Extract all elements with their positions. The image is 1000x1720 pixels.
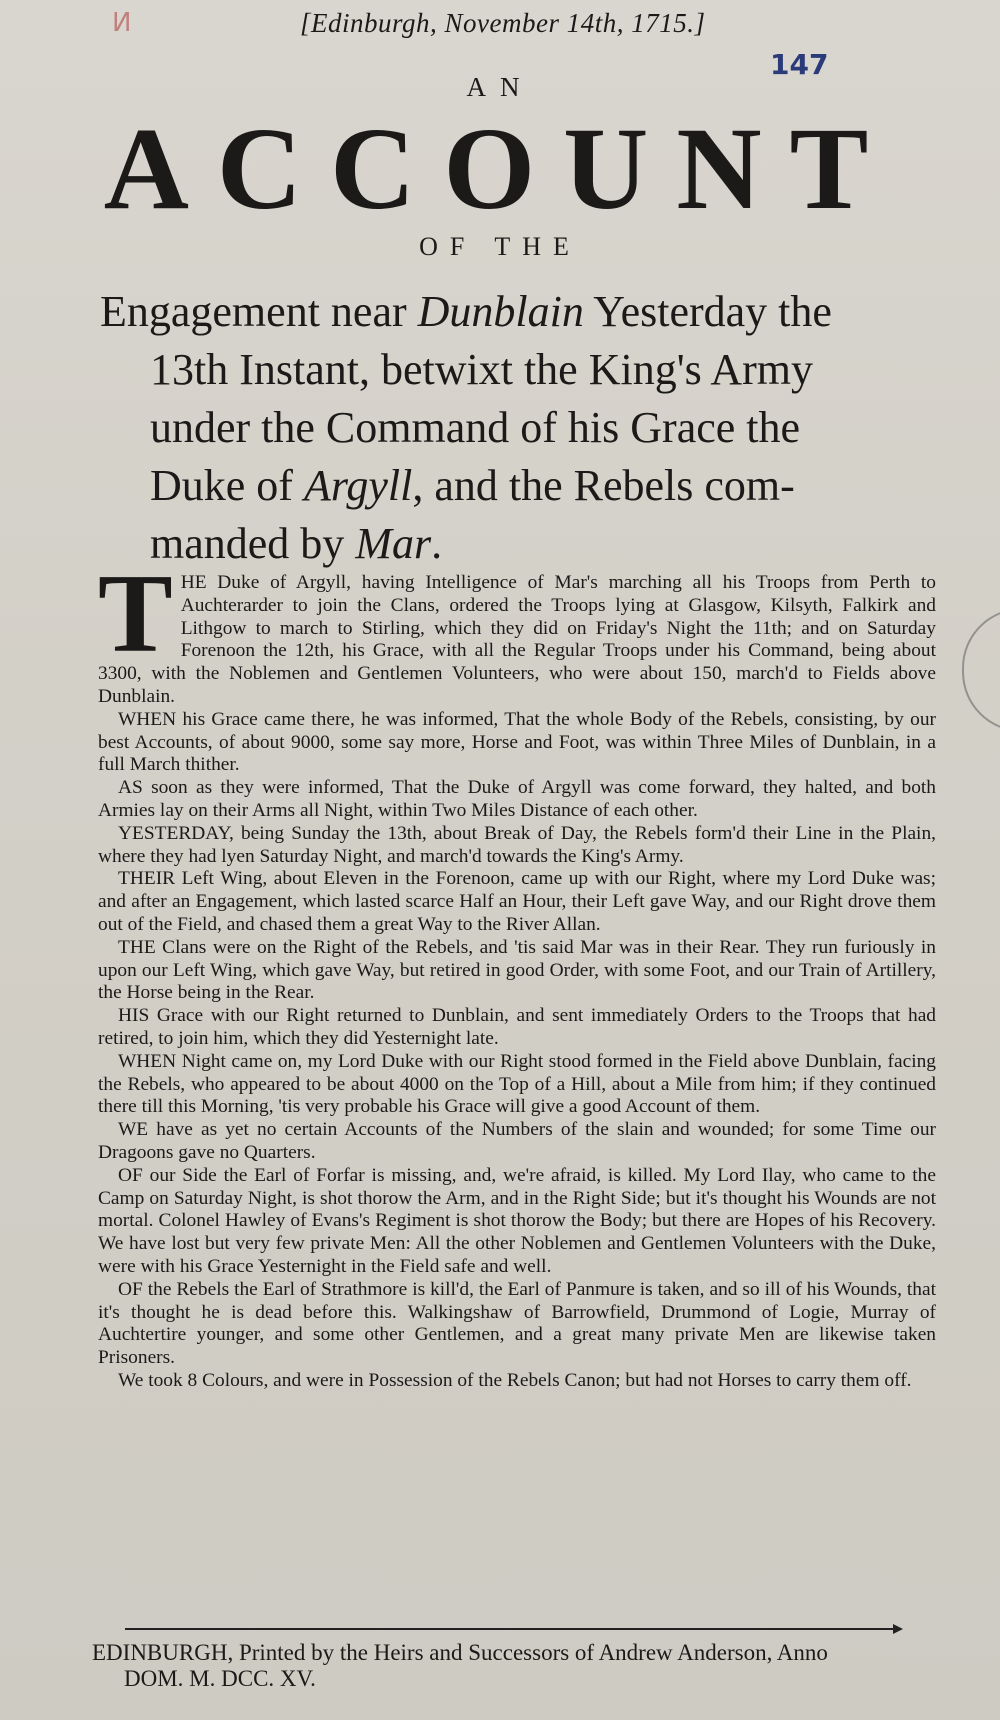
title-account: ACCOUNT [103,103,897,234]
paragraph: AS soon as they were informed, That the Duke of Argyll was come forward, they halted, and both Armies lay on their Arms all Night, within Two Miles Distance of each other. [98,777,936,821]
drop-cap: T [98,552,173,676]
paragraph: THEIR Left Wing, about Eleven in the Forenoon, came up with our Right, where my Lord Duke was; and after an Engagement, which lasted scarce Half an Hour, their Left gave Way, and our Right drove them out of the Field, and chased them a great Way to the River Allan. [98,868,936,935]
paragraph: WHEN Night came on, my Lord Duke with our Right stood formed in the Field above Dunblain, facing the Rebels, who appeared to be about 4000 on the Top of a Hill, about a Mile from him; if they continued there till this Morning, 'tis very probable his Grace will give a good Account of them. [98,1050,936,1118]
imprint-line: DOM. M. DCC. XV. [124,1666,316,1691]
dateline: [Edinburgh, November 14th, 1715.] [300,8,706,38]
subtitle-line: under the Command of his Grace the [150,403,801,452]
article-body [98,552,936,1393]
subtitle-line: 13th Instant, betwixt the King's Army [150,345,813,394]
paragraph: YESTERDAY, being Sunday the 13th, about Break of Day, the Rebels form'd their Line in the Plain, where they had lyen Saturday Night, and march'd towards the King's Army. [98,822,936,867]
paragraph: OF the Rebels the Earl of Strathmore is kill'd, the Earl of Panmure is taken, and so ill of his Wounds, that it's thought he is dead before this. Walkingshaw of Barrowfield, Drummond of Logie, Murray of Auchtertire younger, and some other Gentlemen, and a great many private Men are likewise taken Prisoners. [98,1278,936,1369]
imprint-line: EDINBURGH, Printed by the Heirs and Successors of Andrew Anderson, Anno [92,1640,828,1665]
library-stamp-fragment [962,608,1000,732]
footer-rule [125,1628,895,1630]
paragraph: THE Duke of Argyll, having Intelligence of Mar's marching all his Troops from Perth to Auchterarder to join the Clans, ordered the Troops lying at Glasgow, Kilsyth, Falkirk and Lithgow to march to Stirling, which they did on Friday's Night the 11th; and on Saturday Forenoon the 12th, his Grace, with all the Regular Troops under his Command, being about 3300, with the Noblemen and Gentlemen Volunteers, who were about 150, march'd to Fields above Dunblain. [98,552,936,707]
paragraph: OF our Side the Earl of Forfar is missing, and, we're afraid, is killed. My Lord Ilay, who came to the Camp on Saturday Night, is shot thorow the Arm, and in the Right Side; but it's thought his Wounds are not mortal. Colonel Hawley of Evans's Regiment is shot thorow the Body; but there are Hopes of his Recovery. We have lost but very few private Men: All the other Noblemen and Gentlemen Volunteers with the Duke, were with his Grace Yesternight in the Field safe and well. [98,1164,936,1277]
title-an: AN [466,72,534,102]
paragraph: THE Clans were on the Right of the Rebels, and 'tis said Mar was in their Rear. They run furiously in upon our Left Wing, which gave Way, but retired in good Order, with some Foot, and our Train of Artillery, the Horse being in the Rear. [98,936,936,1004]
subtitle-line: manded by Mar. [150,519,443,568]
paragraph: WHEN his Grace came there, he was informed, That the whole Body of the Rebels, consisting, by our best Accounts, of about 9000, some say more, Horse and Foot, was within Three Miles of Dunblain, in a full March thither. [98,708,936,776]
paragraph: We took 8 Colours, and were in Possession of the Rebels Canon; but had not Horses to carry them off. [118,1369,912,1391]
shelfmark-number: 147 [770,48,829,81]
paragraph: WE have as yet no certain Accounts of the Numbers of the slain and wounded; for some Time our Dragoons gave no Quarters. [98,1119,936,1163]
subtitle-line: Engagement near Dunblain Yesterday the [100,287,832,336]
imprint [92,1640,932,1692]
title-of-the: OF THE [419,232,581,261]
subtitle-line: Duke of Argyll, and the Rebels com- [150,461,795,510]
subtitle [100,283,930,573]
ink-annotation: И [112,8,132,38]
paragraph: HIS Grace with our Right returned to Dunblain, and sent immediately Orders to the Troops that had retired, to join him, which they did Yesternight late. [98,1005,936,1049]
